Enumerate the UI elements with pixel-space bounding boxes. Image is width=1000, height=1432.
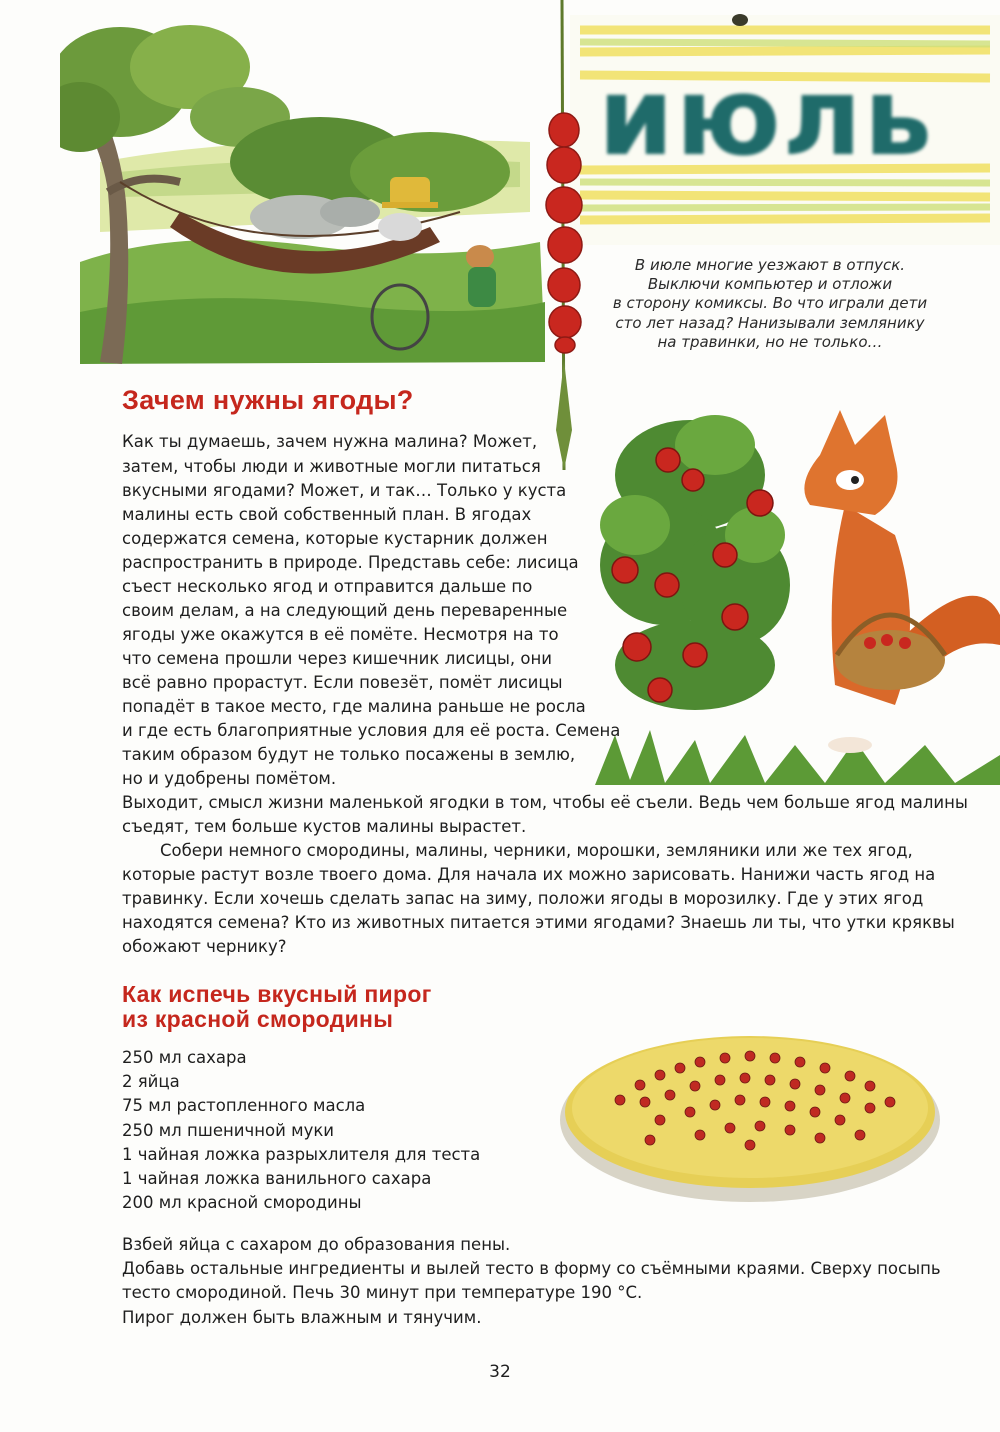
recipe-step: Пирог должен быть влажным и тянучим. bbox=[122, 1307, 482, 1327]
article-line: которые растут возле твоего дома. Для начала их можно зарисовать. Нанижи часть ягод на bbox=[122, 865, 936, 884]
month-title: июль bbox=[598, 55, 935, 180]
article-line: малины есть свой собственный план. В ягодах bbox=[122, 505, 532, 524]
page-number: 32 bbox=[489, 1362, 511, 1382]
intro-line: на травинки, но не только… bbox=[657, 332, 883, 351]
bee-icon bbox=[732, 14, 748, 26]
article-line: своим делам, а на следующий день переваренные bbox=[122, 601, 568, 620]
article-line: таким образом будут не только посажены в землю, bbox=[122, 745, 576, 764]
recipe-title-line: из красной смородины bbox=[122, 1006, 394, 1032]
recipe-step: Добавь остальные ингредиенты и вылей тесто в форму со съёмными краями. Сверху посыпь bbox=[122, 1259, 941, 1279]
article-line: распространить в природе. Представь себе: лисица bbox=[122, 553, 579, 572]
article-line: обожают чернику? bbox=[122, 937, 287, 956]
intro-line: сто лет назад? Нанизывали землянику bbox=[615, 313, 925, 332]
fox-raspberry-illustration bbox=[595, 385, 1000, 785]
article-line: находятся семена? Кто из животных питается этими ягодами? Знаешь ли ты, что утки кряквы bbox=[122, 913, 955, 932]
ingredient-item: 200 мл красной смородины bbox=[122, 1193, 362, 1213]
article-line: содержатся семена, которые кустарник должен bbox=[122, 529, 548, 548]
currant-pie-illustration bbox=[550, 1020, 950, 1210]
recipe-step: тесто смородиной. Печь 30 минут при температуре 190 °C. bbox=[122, 1283, 643, 1303]
article-line: попадёт в такое место, где малина раньше не росла bbox=[122, 697, 586, 716]
ingredient-list bbox=[122, 1046, 480, 1215]
hammock-illustration bbox=[60, 12, 560, 372]
ingredient-item: 250 мл сахара bbox=[122, 1048, 247, 1067]
article-title: Зачем нужны ягоды? bbox=[122, 385, 414, 415]
article-line: Собери немного смородины, малины, черники, морошки, земляники или же тех ягод, bbox=[160, 841, 913, 860]
recipe-title-line: Как испечь вкусный пирог bbox=[122, 981, 432, 1007]
article-line: но и удобрены помётом. bbox=[122, 769, 337, 788]
article-line: Как ты думаешь, зачем нужна малина? Может, bbox=[122, 432, 538, 451]
recipe-steps bbox=[122, 1233, 941, 1330]
article-line: ягоды уже окажутся в её помёте. Несмотря на то bbox=[122, 625, 559, 644]
ingredient-item: 1 чайная ложка ванильного сахара bbox=[122, 1169, 432, 1189]
ingredient-item: 2 яйца bbox=[122, 1072, 180, 1092]
intro-line: Выключи компьютер и отложи bbox=[647, 275, 893, 294]
ingredient-item: 75 мл растопленного масла bbox=[122, 1096, 366, 1116]
ingredient-item: 1 чайная ложка разрыхлителя для теста bbox=[122, 1144, 481, 1164]
article-line: съедят, тем больше кустов малины вырастет. bbox=[122, 817, 527, 836]
strawberry-skewer-illustration bbox=[530, 0, 600, 480]
intro-text bbox=[580, 256, 960, 352]
article-line: что семена прошли через кишечник лисицы, они bbox=[122, 649, 553, 668]
article-line: всё равно прорастут. Если повезёт, помёт лисицы bbox=[122, 673, 563, 692]
recipe-title bbox=[122, 982, 432, 1032]
article-line: и где есть благоприятные условия для её роста. Семена bbox=[122, 721, 621, 740]
article-line: вкусными ягодами? Может, и так… Только у куста bbox=[122, 481, 567, 500]
ingredient-item: 250 мл пшеничной муки bbox=[122, 1120, 335, 1140]
article-line: затем, чтобы люди и животные могли питаться bbox=[122, 457, 541, 476]
article-line: Выходит, смысл жизни маленькой ягодки в том, чтобы её съели. Ведь чем больше ягод малины bbox=[122, 793, 968, 812]
article-line: съест несколько ягод и отправится дальше по bbox=[122, 577, 533, 596]
intro-line: в сторону комиксы. Во что играли дети bbox=[612, 294, 928, 313]
article-line: травинку. Если хочешь сделать запас на зиму, положи ягоды в морозилку. Где у этих ягод bbox=[122, 889, 924, 908]
recipe-step: Взбей яйца с сахаром до образования пены. bbox=[122, 1235, 511, 1254]
intro-line: В июле многие уезжают в отпуск. bbox=[634, 256, 906, 274]
